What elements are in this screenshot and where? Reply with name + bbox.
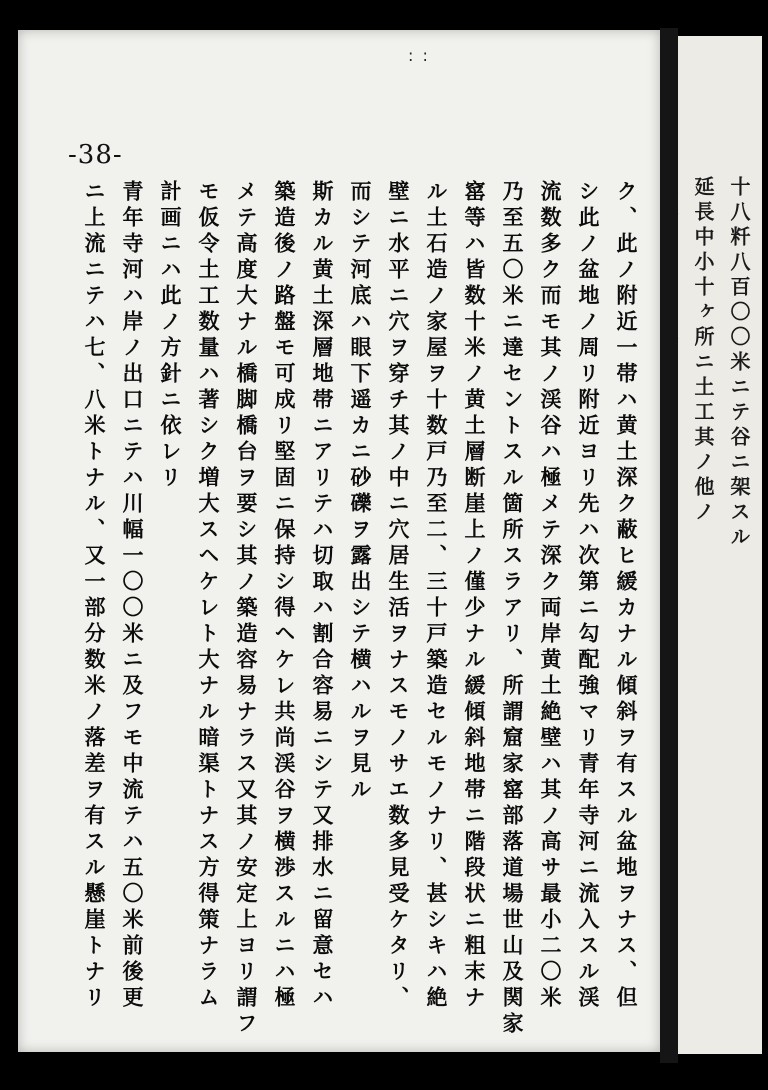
- text-column: 壁ニ水平ニ穴ヲ穿チ其ノ中ニ穴居生活ヲナスモノサエ数多見受ケタリ、: [386, 180, 411, 1012]
- text-column: ク、此ノ附近一帯ハ黄土深ク蔽ヒ緩カナル傾斜ヲ有スル盆地ヲナス、但: [614, 180, 639, 1012]
- page-number: -38-: [68, 140, 123, 170]
- text-column: メテ高度大ナル橋脚橋台ヲ要シ其ノ築造容易ナラス又其ノ安定上ヨリ謂フ: [234, 180, 259, 1038]
- text-column: 流数多ク而モ其ノ渓谷ハ極メテ深ク両岸黄土絶壁ハ其ノ高サ最小二〇米: [538, 180, 563, 1012]
- text-column: 計画ニハ此ノ方針ニ依レリ: [158, 180, 183, 492]
- adjacent-text-column: 延長中小十ヶ所ニ土工其ノ他ノ: [691, 176, 715, 526]
- text-column: ニ上流ニテハ七、八米トナル、又一部分数米ノ落差ヲ有スル懸崖トナリ: [82, 180, 107, 1012]
- adjacent-text-column: [678, 176, 682, 551]
- text-column: ル土石造ノ家屋ヲ十数戸乃至二、三十戸築造セルモノナリ、甚シキハ絶: [424, 180, 449, 1012]
- text-column: 築造後ノ路盤モ可成リ堅固ニ保持シ得ヘケレ共尚渓谷ヲ横渉スルニハ極: [272, 180, 297, 1012]
- body-text: [78, 180, 642, 1038]
- book-spine: [660, 28, 678, 1063]
- text-column: モ仮令土工数量ハ著シク増大スヘケレト大ナル暗渠トナス方得策ナラム: [196, 180, 221, 1012]
- adjacent-page: [678, 36, 762, 1054]
- top-marks: : :: [408, 46, 430, 65]
- adjacent-page-text: [678, 176, 754, 551]
- adjacent-text-column: 十八粁八百〇〇米ニテ谷ニ架スル: [727, 176, 751, 551]
- text-column: 青年寺河ハ岸ノ出口ニテハ川幅一〇〇米ニ及フモ中流テハ五〇米前後更: [120, 180, 145, 1012]
- text-column: 而シテ河底ハ眼下遥カニ砂礫ヲ露出シテ横ハルヲ見ル: [348, 180, 373, 804]
- text-column: シ此ノ盆地ノ周リ附近ヨリ先ハ次第ニ勾配強マリ青年寺河ニ流入スル渓: [576, 180, 601, 1012]
- text-column: 窰等ハ皆数十米ノ黄土層断崖上ノ僅少ナル緩傾斜地帯ニ階段状ニ粗末ナ: [462, 180, 487, 1012]
- text-column: 乃至五〇米ニ達セントスル箇所スラアリ、所謂窟家窰部落道場世山及関家: [500, 180, 525, 1038]
- text-column: 斯カル黄土深層地帯ニアリテハ切取ハ割合容易ニシテ又排水ニ留意セハ: [310, 180, 335, 1012]
- document-page: [18, 30, 660, 1052]
